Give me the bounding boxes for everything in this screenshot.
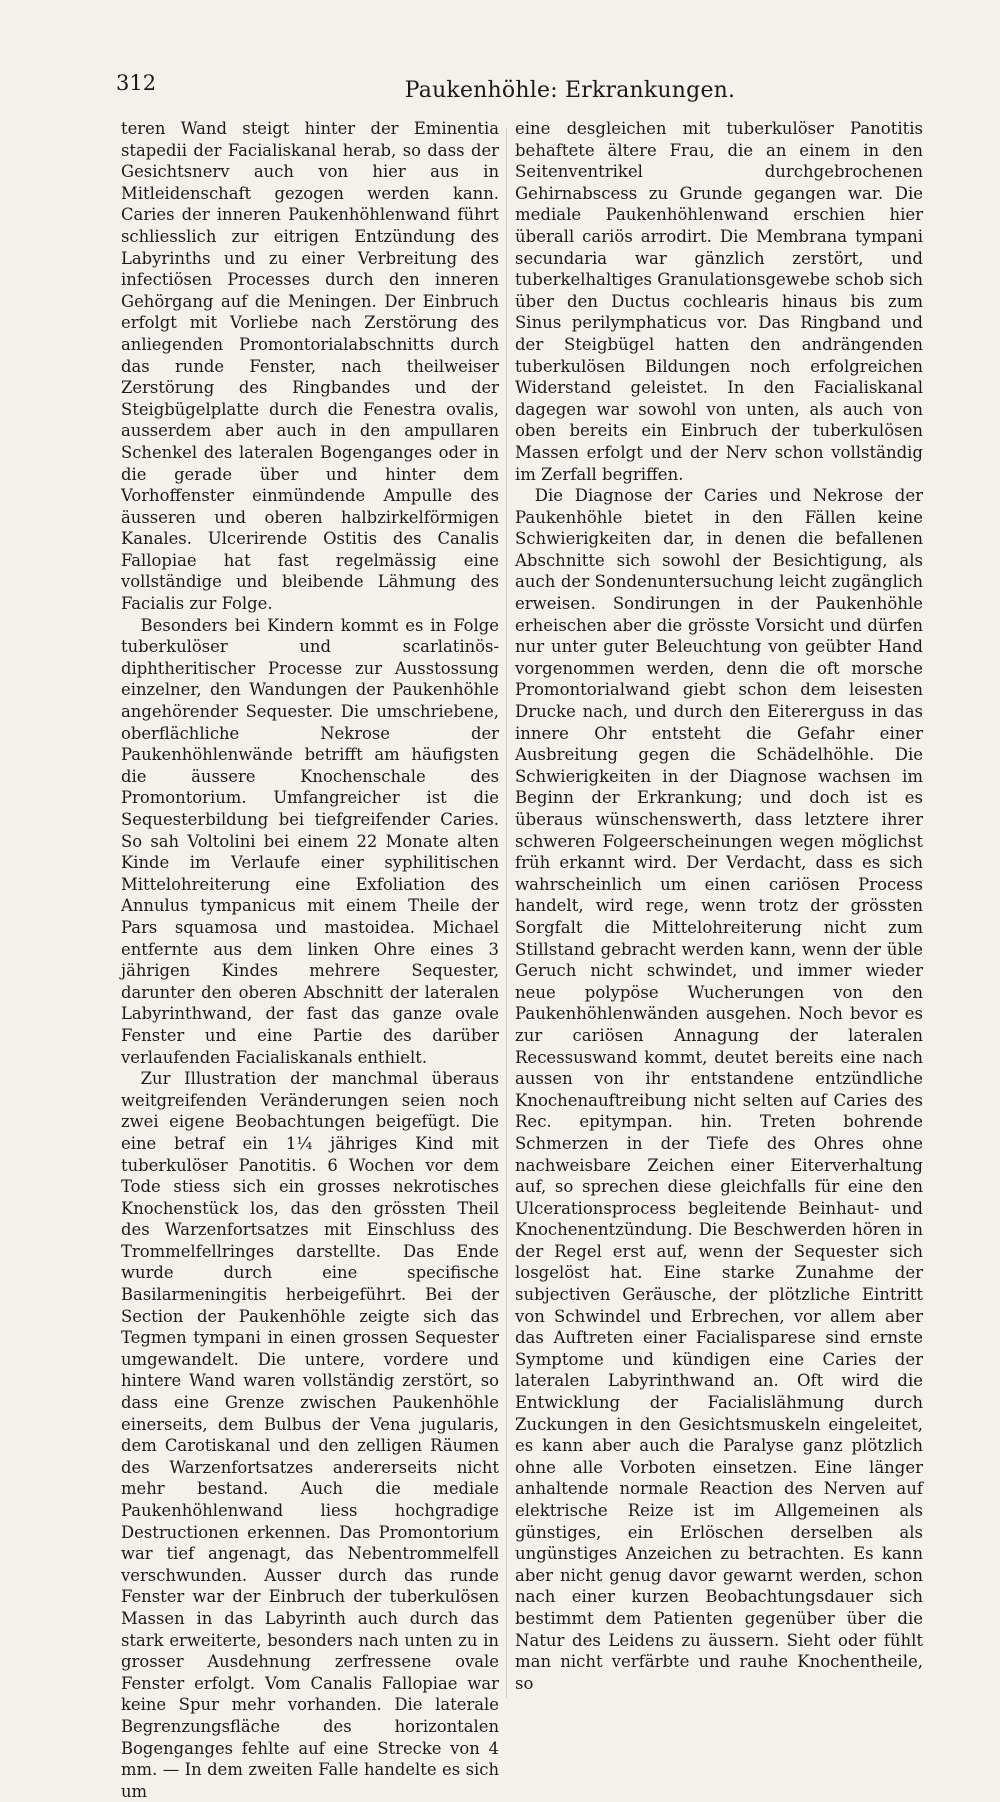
left-paragraph-1: teren Wand steigt hinter der Eminentia stapedii der Facialiskanal herab, so dass der Gesichtsnerv auch von hier aus in Mitleidenschaft gezogen werden kann. Caries der inneren Paukenhöhlenwand führt schliesslich zur eitrigen Entzündung des Labyrinths und zu einer Verbreitung des infectiösen Processes durch den inneren Gehörgang auf die Meningen. Der Einbruch erfolgt mit Vorliebe nach Zerstörung des anliegenden Promontorialabschnitts durch das runde Fenster, nach theilweiser Zerstörung des Ringbandes und der Steigbügelplatte durch die Fenestra ovalis, ausserdem aber auch in den ampullaren Schenkel des lateralen Bogenganges oder in die gerade über und hinter dem Vorhoffenster einmündende Ampulle des äusseren und oberen halbzirkelförmigen Kanales. Ulcerirende Ostitis des Canalis Fallopiae hat fast regelmässig eine vollständige und bleibende Lähmung des Facialis zur Folge. [121,119,499,614]
left-paragraph-2: Besonders bei Kindern kommt es in Folge tuberkulöser und scarlatinös-diphtheritischer Processe zur Ausstossung einzelner, den Wandungen der Paukenhöhle angehörender Sequester. Die umschriebene, oberflächliche Nekrose der Paukenhöhlenwände betrifft am häufigsten die äussere Knochenschale des Promontorium. Umfangreicher ist die Sequesterbildung bei tiefgreifender Caries. So sah Voltolini bei einem 22 Monate alten Kinde im Verlaufe einer syphilitischen Mittelohreiterung eine Exfoliation des Annulus tympanicus mit einem Theile der Pars squamosa und mastoidea. Michael entfernte aus dem linken Ohre eines 3 jährigen Kindes mehrere Sequester, darunter den oberen Abschnitt der lateralen Labyrinthwand, der fast das ganze ovale Fenster und eine Partie des darüber verlaufenden Facialiskanals enthielt. [121,615,499,1067]
running-title: Paukenhöhle: Erkrankungen. [404,78,736,103]
page-number: 312 [116,71,157,95]
right-paragraph-1: eine desgleichen mit tuberkulöser Panotitis behaftete ältere Frau, die an einem in den Seitenventrikel durchgebrochenen Gehirnabscess zu Grunde gegangen war. Die mediale Paukenhöhlenwand erschien hier überall cariös arrodirt. Die Membrana tympani secundaria war gänzlich zerstört, und tuberkelhaltiges Granulationsgewebe schob sich über den Ductus cochlearis hinaus bis zum Sinus perilymphaticus vor. Das Ringband und der Steigbügel hatten den andrängenden tuberkulösen Bildungen noch erfolgreichen Widerstand geleistet. In den Facialiskanal dagegen war sowohl von unten, als auch von oben bereits ein Einbruch der tuberkulösen Massen erfolgt und der Nerv schon vollständig im Zerfall begriffen. [515,119,923,484]
right-column [515,118,923,1694]
column-divider [506,128,507,1698]
left-column [121,118,499,1802]
left-paragraph-3: Zur Illustration der manchmal überaus weitgreifenden Veränderungen seien noch zwei eigene Beobachtungen beigefügt. Die eine betraf ein 1¼ jähriges Kind mit tuberkulöser Panotitis. 6 Wochen vor dem Tode stiess sich ein grosses nekrotisches Knochenstück los, das den grössten Theil des Warzenfortsatzes mit Einschluss des Trommelfellringes darstellte. Das Ende wurde durch eine specifische Basilarmeningitis herbeigeführt. Bei der Section der Paukenhöhle zeigte sich das Tegmen tympani in einen grossen Sequester umgewandelt. Die untere, vordere und hintere Wand waren vollständig zerstört, so dass eine Grenze zwischen Paukenhöhle einerseits, dem Bulbus der Vena jugularis, dem Carotiskanal und den zelligen Räumen des Warzenfortsatzes andererseits nicht mehr bestand. Auch die mediale Paukenhöhlenwand liess hochgradige Destructionen erkennen. Das Promontorium war tief angenagt, das Nebentrommelfell verschwunden. Ausser durch das runde Fenster war der Einbruch der tuberkulösen Massen in das Labyrinth auch durch das stark erweiterte, besonders nach unten zu in grosser Ausdehnung zerfressene ovale Fenster erfolgt. Vom Canalis Fallopiae war keine Spur mehr vorhanden. Die laterale Begrenzungsfläche des horizontalen Bogenganges fehlte auf eine Strecke von 4 mm. — In dem zweiten Falle handelte es sich um [121,1069,499,1801]
right-paragraph-2: Die Diagnose der Caries und Nekrose der Paukenhöhle bietet in den Fällen keine Schwierigkeiten dar, in denen die befallenen Abschnitte sich sowohl der Besichtigung, als auch der Sondenuntersuchung leicht zugänglich erweisen. Sondirungen in der Paukenhöhle erheischen aber die grösste Vorsicht und dürfen nur unter guter Beleuchtung von geübter Hand vorgenommen werden, denn die oft morsche Promontorialwand giebt schon dem leisesten Drucke nach, und durch den Eitererguss in das innere Ohr entsteht die Gefahr einer Ausbreitung gegen die Schädelhöhle. Die Schwierigkeiten in der Diagnose wachsen im Beginn der Erkrankung; und doch ist es überaus wünschenswerth, dass letztere ihrer schweren Folgeerscheinungen wegen möglichst früh erkannt wird. Der Verdacht, dass es sich wahrscheinlich um einen cariösen Process handelt, wird rege, wenn trotz der grössten Sorgfalt die Mittelohreiterung nicht zum Stillstand gebracht werden kann, wenn der üble Geruch nicht schwindet, und immer wieder neue polypöse Wucherungen von den Paukenhöhlenwänden ausgehen. Noch bevor es zur cariösen Annagung der lateralen Recessuswand kommt, deutet bereits eine nach aussen von ihr entstandene entzündliche Knochenauftreibung nicht selten auf Caries des Rec. epitympan. hin. Treten bohrende Schmerzen in der Tiefe des Ohres ohne nachweisbare Zeichen einer Eiterverhaltung auf, so sprechen diese gleichfalls für eine den Ulcerationsprocess begleitende Beinhaut- und Knochenentzündung. Die Beschwerden hören in der Regel erst auf, wenn der Sequester sich losgelöst hat. Eine starke Zunahme der subjectiven Geräusche, der plötzliche Eintritt von Schwindel und Erbrechen, vor allem aber das Auftreten einer Facialisparese sind ernste Symptome und kündigen eine Caries der lateralen Labyrinthwand an. Oft wird die Entwicklung der Facialislähmung durch Zuckungen in den Gesichtsmuskeln eingeleitet, es kann aber auch die Paralyse ganz plötzlich ohne alle Vorboten einsetzen. Eine länger anhaltende normale Reaction des Nerven auf elektrische Reize ist im Allgemeinen als günstiges, ein Erlöschen derselben als ungünstiges Anzeichen zu betrachten. Es kann aber nicht genug davor gewarnt werden, schon nach einer kurzen Beobachtungsdauer sich bestimmt dem Patienten gegenüber über die Natur des Leidens zu äussern. Sieht oder fühlt man nicht verfärbte und rauhe Knochentheile, so [515,486,923,1693]
